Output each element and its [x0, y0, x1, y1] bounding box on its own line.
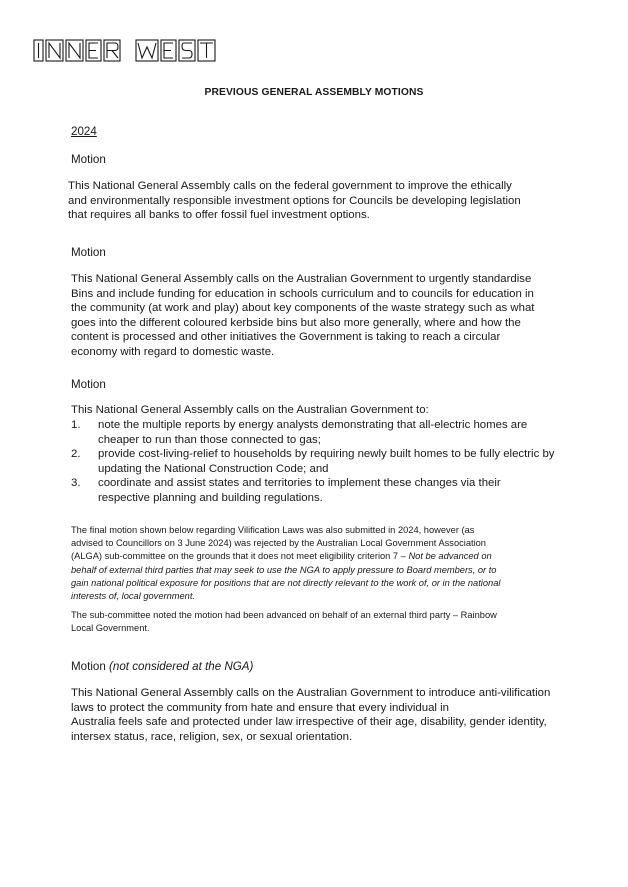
motion-4-line: Australia feels safe and protected under law irrespective of their age, disability, gender identity, — [71, 716, 547, 729]
motion-4-label-text: Motion — [71, 660, 106, 673]
motion-4-text — [71, 686, 561, 744]
list-item — [71, 418, 561, 447]
note-line — [71, 590, 561, 603]
list-item — [71, 476, 561, 505]
motion-2-line: the community (at work and play) about key components of the waste strategy such as what — [71, 302, 535, 315]
motion-1-label: Motion — [71, 153, 106, 166]
list-item-number: 2. — [71, 448, 81, 461]
note-line: The final motion shown below regarding Vilification Laws was also submitted in 2024, however (as — [71, 525, 475, 535]
criterion-quote: gain national political exposure for positions that are not directly relevant to the work of, or in the national — [71, 577, 501, 588]
motion-1-text — [68, 179, 558, 223]
criterion-quote: behalf of external third parties that may seek to use the NGA to apply pressure to Board members, or to — [71, 564, 497, 575]
list-item-line: coordinate and assist states and territories to implement these changes via their — [98, 477, 501, 490]
inner-west-logo — [33, 38, 229, 69]
year-heading: 2024 — [71, 125, 97, 138]
motion-4-line: This National General Assembly calls on the Australian Government to introduce anti-vilification — [71, 687, 551, 699]
motion-2-label: Motion — [71, 246, 106, 259]
subcommittee-note — [71, 609, 561, 635]
note-line — [71, 550, 561, 563]
list-item-line: updating the National Construction Code; and — [98, 462, 329, 475]
motion-1-line: that requires all banks to offer fossil fuel investment options. — [68, 209, 370, 222]
note-line — [71, 564, 561, 577]
motion-3-list — [71, 418, 561, 506]
list-item-line: note the multiple reports by energy analysts demonstrating that all-electric homes are — [98, 419, 528, 431]
motion-3-intro: This National General Assembly calls on the Australian Government to: — [71, 404, 429, 416]
page-heading: PREVIOUS GENERAL ASSEMBLY MOTIONS — [204, 87, 424, 98]
motion-2-line: economy with regard to domestic waste. — [71, 345, 275, 358]
motion-2-line: goes into the different coloured kerbside bins but also more generally, where and how the — [71, 316, 521, 329]
motion-4-line: laws to protect the community from hate and ensure that every individual in — [71, 701, 449, 714]
list-item-line: cheaper to run than those connected to gas; — [98, 433, 321, 446]
list-item — [71, 447, 561, 476]
motion-4-label — [71, 660, 253, 673]
list-item-line: respective planning and building regulations. — [98, 491, 323, 504]
motion-3-label: Motion — [71, 378, 106, 391]
note-line: The sub-committee noted the motion had been advanced on behalf of an external third party – Rainbow — [71, 610, 497, 620]
note-line — [71, 577, 561, 590]
note-line: advised to Councillors on 3 June 2024) was rejected by the Australian Local Government Association — [71, 538, 486, 549]
criterion-quote: Not be advanced on — [408, 551, 492, 562]
list-item-number: 3. — [71, 477, 81, 490]
motion-2-line: This National General Assembly calls on the Australian Government to urgently standardise — [71, 273, 532, 285]
motion-4-label-note: (not considered at the NGA) — [109, 660, 254, 673]
list-item-line: provide cost-living-relief to households by requiring newly built homes to be fully electric by — [98, 448, 555, 461]
motion-4-line: intersex status, race, religion, sex, or sexual orientation. — [71, 730, 353, 743]
motion-2-text — [71, 272, 561, 360]
note-text: (ALGA) sub-committee on the grounds that it does not meet eligibility criterion 7 – — [71, 551, 409, 562]
note-line: Local Government. — [71, 623, 150, 634]
motion-1-line: This National General Assembly calls on the federal government to improve the ethically — [68, 180, 512, 192]
motion-2-line: content is processed and other initiatives the Government is taking to reach a circular — [71, 331, 501, 344]
motion-2-line: Bins and include funding for education in schools curriculum and to councils for education in — [71, 287, 534, 300]
rejection-note — [71, 524, 561, 603]
motion-1-line: and environmentally responsible investment options for Councils be developing legislation — [68, 194, 521, 207]
list-item-number: 1. — [71, 419, 81, 431]
criterion-quote: interests of, local government. — [71, 591, 196, 602]
